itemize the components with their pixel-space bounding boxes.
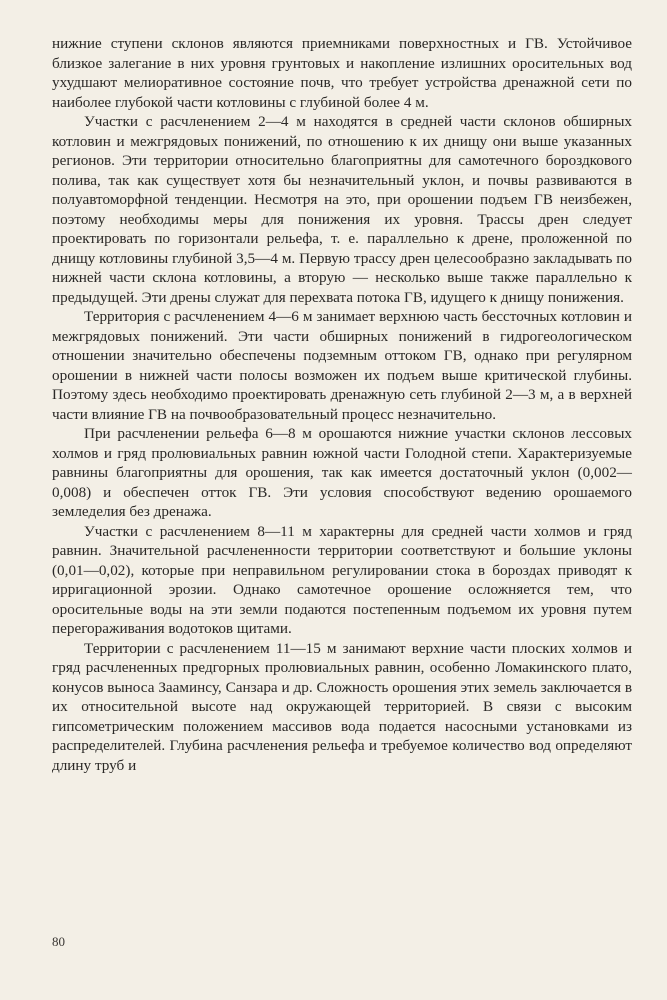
paragraph-relief-4-6: Территория с расчленением 4—6 м занимает верхнюю часть бессточных котловин и межгрядовых понижений. Эти части обширных понижений в гидрогеологическом отношении значительно обеспечены подземным оттоком ГВ, однако при регулярном орошении в нижней части полосы возможен их подъем выше критической глубины. Поэтому здесь необходимо проектировать дренажную сеть глубиной 2—3 м, а в верхней части влияние ГВ на почвообразовательный процесс незначительно. bbox=[52, 308, 632, 423]
paragraph-relief-2-4: Участки с расчленением 2—4 м находятся в средней части склонов обширных котловин и межгрядовых понижений, по отношению к их днищу они выше указанных регионов. Эти территории относительно благоприятны для самотечного бороздкового полива, так как существует хотя бы незначительный уклон, и почвы развиваются в полуавтоморфной тенденции. Несмотря на это, при орошении подъем ГВ неизбежен, поэтому необходимы меры для понижения их уровня. Трассы дрен следует проектировать по горизонтали рельефа, т. е. параллельно к дрене, проложенной по днищу котловины глубиной 3,5—4 м. Первую трассу дрен целесообразно закладывать по нижней части склона котловины, а вторую — несколько выше также параллельно к предыдущей. Эти дрены служат для перехвата потока ГВ, идущего к днищу понижения. bbox=[52, 113, 632, 306]
paragraph-relief-8-11: Участки с расчленением 8—11 м характерны для средней части холмов и гряд равнин. Значительной расчлененности территории соответствуют и большие уклоны (0,01—0,02), которые при неправильном регулировании стока в бороздах приводят к ирригационной эрозии. Однако самотечное орошение осложняется тем, что оросительные воды на эти земли подаются постепенным подъемом их уровня путем перегораживания водотоков щитами. bbox=[52, 522, 632, 637]
paragraph-continued: нижние ступени склонов являются приемниками поверхностных и ГВ. Устойчивое близкое залегание в них уровня грунтовых и накопление излишних оросительных вод ухудшают мелиоративное состояние почв, что требует устройства дренажной сети по наиболее глубокой части котловины с глубиной более 4 м. bbox=[52, 35, 632, 111]
body-text bbox=[52, 34, 632, 775]
page-number: 80 bbox=[52, 934, 65, 949]
paragraph-relief-6-8: При расчленении рельефа 6—8 м орошаются нижние участки склонов лессовых холмов и гряд пролювиальных равнин южной части Голодной степи. Характеризуемые равнины благоприятны для орошения, так как имеется достаточный уклон (0,002—0,008) и обеспечен отток ГВ. Эти условия способствуют ведению орошаемого земледелия без дренажа. bbox=[52, 425, 632, 520]
paragraph-relief-11-15: Территории с расчленением 11—15 м занимают верхние части плоских холмов и гряд расчлененных предгорных пролювиальных равнин, особенно Ломакинского плато, конусов выноса Зааминсу, Санзара и др. Сложность орошения этих земель заключается в их относительной высоте над окружающей территорией. В связи с высоким гипсометрическим положением массивов вода подается насосными установками из распределителей. Глубина расчленения рельефа и требуемое количество вод определяют длину труб и bbox=[52, 639, 632, 774]
